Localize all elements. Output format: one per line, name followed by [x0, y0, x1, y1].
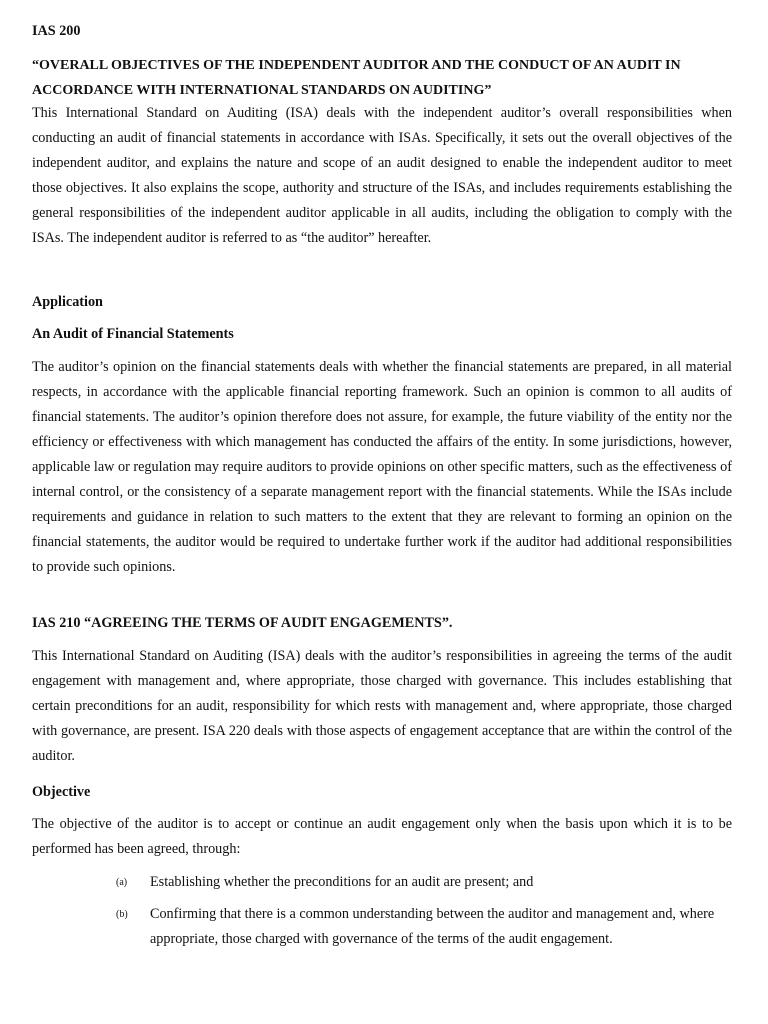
ias210-intro: This International Standard on Auditing (ISA) deals with the auditor’s responsibilities in agreeing the terms of the audit engagement with management and, where appropriate, those charged with governance. This includes establishing that certain preconditions for an audit, responsibility for which rests with management and, where appropriate, those charged with governance, are present. ISA 220 deals with those aspects of engagement acceptance that are within the control of the auditor. — [32, 648, 732, 764]
ias200-heading: “OVERALL OBJECTIVES OF THE INDEPENDENT AUDITOR AND THE CONDUCT OF AN AUDIT IN ACCORDANCE WITH INTERNATIONAL STANDARDS ON AUDITING” — [32, 58, 681, 98]
objective-list — [32, 870, 732, 952]
ias210-heading: IAS 210 “AGREEING THE TERMS OF AUDIT ENGAGEMENTS”. — [32, 615, 453, 631]
ias200-intro: This International Standard on Auditing (ISA) deals with the independent auditor’s overall responsibilities when conducting an audit of financial statements in accordance with ISAs. Specifically, it sets out the overall objectives of the independent auditor, and explains the nature and scope of an audit designed to enable the independent auditor to meet those objectives. It also explains the scope, authority and structure of the ISAs, and includes requirements establishing the general responsibilities of the independent auditor applicable in all audits, including the obligation to comply with the ISAs. The independent auditor is referred to as “the auditor” hereafter. — [32, 105, 732, 246]
afs-heading: An Audit of Financial Statements — [32, 326, 234, 342]
ias200-title: IAS 200 — [32, 23, 81, 39]
list-item — [32, 902, 732, 952]
afs-paragraph: The auditor’s opinion on the financial statements deals with whether the financial statements are prepared, in all material respects, in accordance with the applicable financial reporting framework. Such an opinion is common to all audits of financial statements. The auditor’s opinion therefore does not assure, for example, the future viability of the entity nor the efficiency or effectiveness with which management has conducted the affairs of the entity. In some jurisdictions, however, applicable law or regulation may require auditors to provide opinions on other specific matters, such as the effectiveness of internal control, or the consistency of a separate management report with the financial statements. While the ISAs include requirements and guidance in relation to such matters to the extent that they are relevant to forming an opinion on the financial statements, the auditor would be required to undertake further work if the auditor had additional responsibilities to provide such opinions. — [32, 359, 732, 575]
list-item-text: Establishing whether the preconditions for an audit are present; and — [150, 874, 534, 890]
application-heading: Application — [32, 294, 103, 310]
objective-paragraph: The objective of the auditor is to accept or continue an audit engagement only when the basis upon which it is to be performed has been agreed, through: — [32, 816, 732, 857]
list-marker: (b) — [116, 909, 128, 920]
list-item-text: Confirming that there is a common understanding between the auditor and management and, where appropriate, those charged with governance of the terms of the audit engagement. — [150, 906, 715, 947]
objective-heading: Objective — [32, 784, 91, 800]
list-item — [32, 870, 732, 895]
list-marker: (a) — [116, 877, 128, 888]
